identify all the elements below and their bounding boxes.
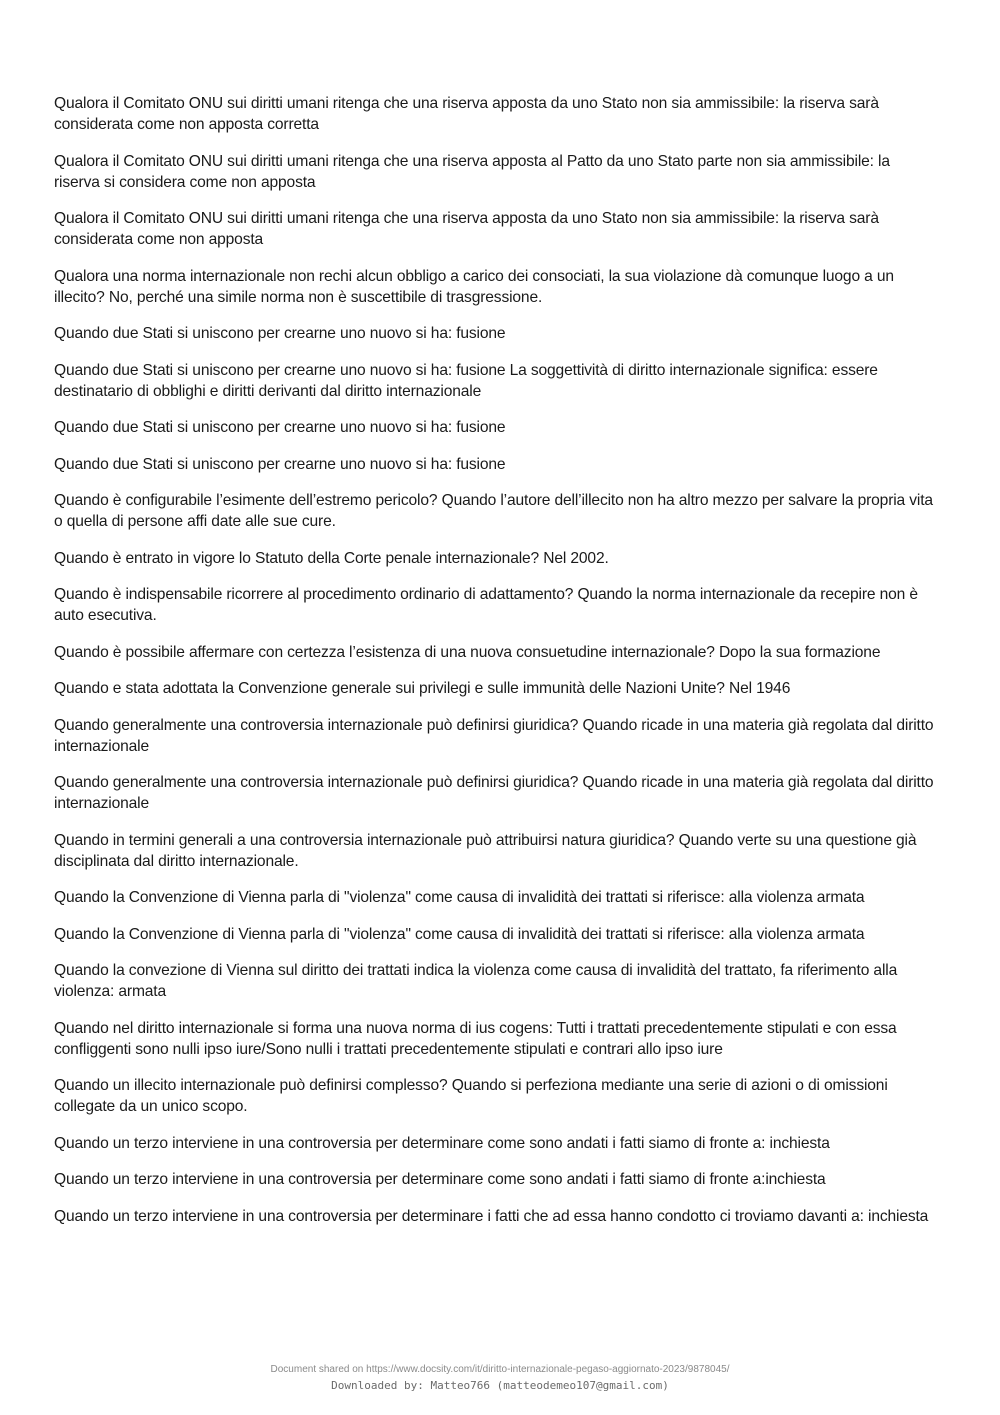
paragraph: Quando la convezione di Vienna sul diritto dei trattati indica la violenza come causa di invalidità del trattato, fa riferimento alla violenza: armata <box>54 962 898 1000</box>
paragraph: Quando due Stati si uniscono per crearne uno nuovo si ha: fusione <box>54 455 506 473</box>
paragraph: Quando generalmente una controversia internazionale può definirsi giuridica? Quando ricade in una materia già regolata dal diritto internazionale <box>54 716 934 755</box>
paragraph: Quando la Convenzione di Vienna parla di "violenza" come causa di invalidità dei trattati si riferisce: alla violenza armata <box>54 925 865 943</box>
paragraph: Quando nel diritto internazionale si forma una nuova norma di ius cogens: Tutti i trattati precedentemente stipulati e con essa confliggenti sono nulli ipso iure/Sono nulli i trattati precedentemente stipulati e contrari allo ipso iure <box>54 1019 897 1058</box>
paragraph: Quando è indispensabile ricorrere al procedimento ordinario di adattamento? Quando la norma internazionale da recepire non è auto esecutiva. <box>54 586 918 624</box>
paragraph: Quando un terzo interviene in una controversia per determinare come sono andati i fatti siamo di fronte a:inchiesta <box>54 1171 826 1188</box>
paragraph: Quando generalmente una controversia internazionale può definirsi giuridica? Quando ricade in una materia già regolata dal diritto internazionale <box>54 774 934 812</box>
paragraph: Qualora una norma internazionale non rechi alcun obbligo a carico dei consociati, la sua violazione dà comunque luogo a un illecito? No, perché una simile norma non è suscettibile di trasgressione. <box>54 267 894 306</box>
paragraph: Quando un terzo interviene in una controversia per determinare i fatti che ad essa hanno condotto ci troviamo davanti a: inchiesta <box>54 1207 929 1225</box>
paragraph: Quando è entrato in vigore lo Statuto della Corte penale internazionale? Nel 2002. <box>54 549 609 567</box>
paragraph: Qualora il Comitato ONU sui diritti umani ritenga che una riserva apposta al Patto da uno Stato parte non sia ammissibile: la riserva si considera come non apposta <box>54 152 890 191</box>
footer-shared-link[interactable]: Document shared on https://www.docsity.com/it/diritto-internazionale-pegaso-aggiornato-2023/9878045/ <box>270 1364 730 1375</box>
page-footer <box>0 1362 1000 1394</box>
paragraph: Quando in termini generali a una controversia internazionale può attribuirsi natura giuridica? Quando verte su una questione già disciplinata dal diritto internazionale. <box>54 831 917 870</box>
paragraph: Quando due Stati si uniscono per crearne uno nuovo si ha: fusione La soggettività di diritto internazionale significa: essere destinatario di obblighi e diritti derivanti dal diritto internazionale <box>54 361 878 400</box>
paragraph: Quando è configurabile l’esimente dell’estremo pericolo? Quando l’autore dell’illecito non ha altro mezzo per salvare la propria vita o quella di persone affi date alle sue cure. <box>54 492 933 530</box>
paragraph: Quando due Stati si uniscono per crearne uno nuovo si ha: fusione <box>54 325 506 342</box>
paragraph: Quando due Stati si uniscono per crearne uno nuovo si ha: fusione <box>54 419 506 436</box>
paragraph: Qualora il Comitato ONU sui diritti umani ritenga che una riserva apposta da uno Stato non sia ammissibile: la riserva sarà considerata come non apposta <box>54 210 879 248</box>
paragraph: Quando un illecito internazionale può definirsi complesso? Quando si perfeziona mediante una serie di azioni o di omissioni collegate da un unico scopo. <box>54 1077 888 1115</box>
paragraph: Quando e stata adottata la Convenzione generale sui privilegi e sulle immunità delle Nazioni Unite? Nel 1946 <box>54 680 791 697</box>
paragraph: Qualora il Comitato ONU sui diritti umani ritenga che una riserva apposta da uno Stato non sia ammissibile: la riserva sarà considerata come non apposta corretta <box>54 95 879 133</box>
paragraph: Quando è possibile affermare con certezza l’esistenza di una nuova consuetudine internazionale? Dopo la sua formazione <box>54 643 881 661</box>
paragraph: Quando un terzo interviene in una controversia per determinare come sono andati i fatti siamo di fronte a: inchiesta <box>54 1134 830 1152</box>
footer-downloaded-by: Downloaded by: Matteo766 (matteodemeo107@gmail.com) <box>331 1379 669 1392</box>
document-body <box>54 93 934 1242</box>
paragraph: Quando la Convenzione di Vienna parla di "violenza" come causa di invalidità dei trattati si riferisce: alla violenza armata <box>54 889 865 906</box>
